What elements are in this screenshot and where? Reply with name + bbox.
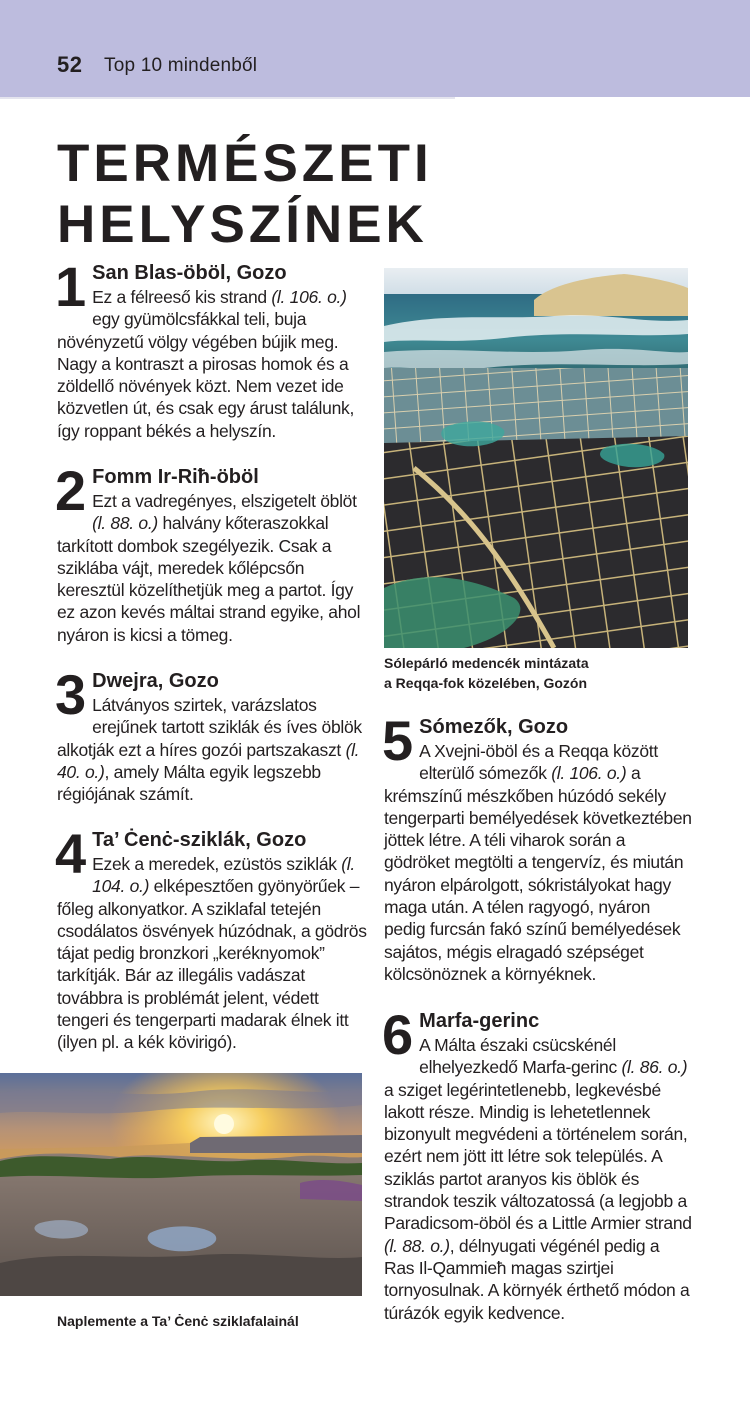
entry-3 bbox=[55, 663, 367, 805]
entry-4 bbox=[55, 822, 367, 1054]
page-reference: (l. 88. o.) bbox=[92, 513, 158, 534]
entry-text: Ez a félreeső kis strand (l. 106. o.) egy gyümölcsfákkal teli, buja növényzetű völgy végében bújik meg. Nagy a kontraszt a pirosas homok és a zöldellő növények közt. Nem vezet ide közvetlen út, és csak egy árust találunk, így roppant békés a helyszín. bbox=[57, 287, 355, 441]
entry-heading: Dwejra, Gozo bbox=[92, 670, 219, 692]
page-number: 52 bbox=[57, 52, 83, 77]
entry-number: 3 bbox=[55, 663, 87, 726]
sunset-photo bbox=[0, 1073, 362, 1296]
page-title bbox=[57, 133, 433, 255]
entry-6 bbox=[382, 1003, 694, 1324]
entry-text: Ezt a vadregényes, elszigetelt öblöt (l. 88. o.) halvány kőteraszokkal tarkított dombok szegélyezik. Csak a sziklába vájt, meredek kőlépcsőn keresztül közelíthetjük meg a partot. Így ez azon kevés máltai strand egyike, ahol nyáron is kicsi a tömeg. bbox=[57, 491, 361, 645]
entry-heading: Marfa-gerinc bbox=[419, 1010, 540, 1032]
entry-text: A Málta északi csücskénél elhelyezkedő Marfa-gerinc (l. 86. o.) a sziget legérintetlenebb, legkevésbé lakott része. Mindig is lehetetlennek bizonyult megvédeni a történelem során, ezért nem jött itt létre sok település. A sziklás partot aranyos kis öblök és strandok teszik változatossá (a legjobb a Paradicsom-öböl és a Little Armier strand (l. 88. o.), délnyugati végénél pedig a Ras Il-Qammieħ magas szirtjei tornyosulnak. A környék érthető módon a túrázók egyik kedvence. bbox=[384, 1035, 692, 1323]
entry-text: Látványos szirtek, varázslatos erejűnek tartott sziklák és íves öblök alkotják ezt a híres gozói partszakaszt (l. 40. o.), amely Málta egyik legszebb régiójának számít. bbox=[57, 695, 362, 805]
page-reference: (l. 106. o.) bbox=[271, 287, 347, 307]
entry-text: A Xvejni-öböl és a Reqqa között elterülő sómezők (l. 106. o.) a krémszínű mészkőben húzódó sekély tengerparti bemélyedések következtében jöttek létre. A téli viharok során a gödröket megtölti a tengervíz, és miután nyáron elpárolgott, sókristályokat hagy maga után. A télen ragyogó, nyáron pedig furcsán fakó színű bemélyedések sajátos, mégis elragadó szépséget kölcsönöznek a környéknek. bbox=[384, 741, 692, 984]
entry-heading: San Blas-öböl, Gozo bbox=[92, 262, 287, 284]
entry-number: 4 bbox=[55, 822, 87, 885]
page-reference: (l. 104. o.) bbox=[92, 854, 355, 897]
header-divider bbox=[0, 97, 455, 99]
page-reference: (l. 86. o.) bbox=[621, 1057, 688, 1078]
entry-1 bbox=[55, 255, 367, 442]
page-title-line-2: HELYSZÍNEK bbox=[57, 195, 428, 254]
entry-text: Ezek a meredek, ezüstös sziklák (l. 104. o.) elképesztően gyönyörűek – főleg alkonyatkor. A sziklafal tetején csodálatos ösvények húzódnak, a gödrös tájat pedig bronzkori „keréknyomok” tarkítják. Bár az illegális vadászat továbbra is problémát jelent, védett tengeri és tengerparti madarak élnek itt (ilyen pl. a kék kövirigó). bbox=[57, 854, 367, 1053]
entry-number: 1 bbox=[55, 255, 87, 318]
page-title-line-1: TERMÉSZETI bbox=[57, 134, 433, 193]
entry-heading: Sómezők, Gozo bbox=[419, 716, 569, 738]
entry-heading: Ta’ Ċenċ-sziklák, Gozo bbox=[92, 829, 307, 851]
sunset-illustration bbox=[0, 1073, 362, 1296]
entry-2 bbox=[55, 459, 367, 646]
page-header bbox=[0, 0, 750, 97]
entry-number: 6 bbox=[382, 1003, 414, 1066]
entry-heading: Fomm Ir-Riħ-öböl bbox=[92, 466, 259, 488]
sunset-caption: Naplemente a Ta’ Ċenċ sziklafalainál bbox=[57, 1313, 299, 1329]
entry-number: 2 bbox=[55, 459, 87, 522]
running-title: Top 10 mindenből bbox=[104, 55, 258, 76]
saltpans-caption: Sólepárló medencék mintázata a Reqqa-fok közelében, Gozón bbox=[384, 655, 589, 691]
page-reference: (l. 106. o.) bbox=[551, 763, 627, 784]
entry-number: 5 bbox=[382, 709, 414, 772]
page-reference: (l. 40. o.) bbox=[57, 739, 360, 782]
saltpans-photo bbox=[384, 268, 688, 648]
saltpans-illustration bbox=[384, 268, 688, 648]
page-reference: (l. 88. o.) bbox=[384, 1235, 450, 1256]
entry-5 bbox=[382, 709, 694, 985]
